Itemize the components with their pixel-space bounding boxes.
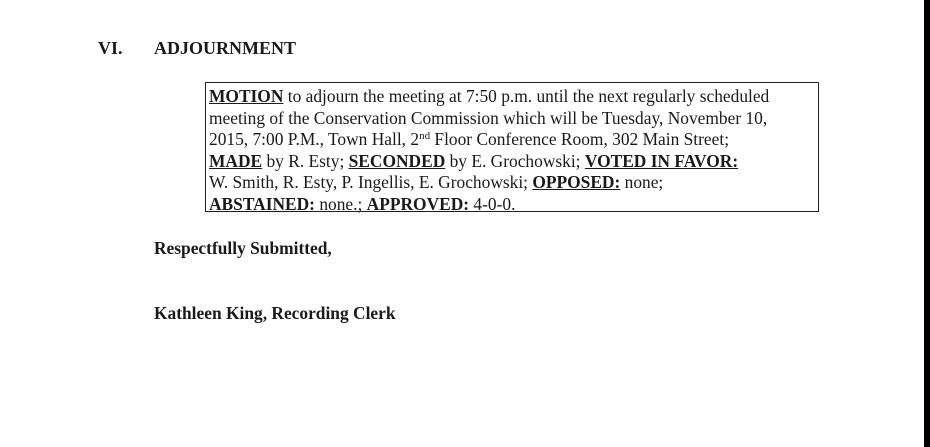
opposed-text: none; bbox=[620, 172, 664, 193]
section-heading bbox=[98, 38, 296, 59]
approved-text: 4-0-0. bbox=[469, 193, 516, 214]
respectfully-submitted: Respectfully Submitted, bbox=[154, 238, 332, 258]
opposed-label: OPPOSED: bbox=[532, 172, 621, 193]
motion-line-3 bbox=[209, 129, 818, 151]
motion-text: to adjourn the meeting at 7:50 p.m. until the next regularly scheduled bbox=[283, 86, 770, 106]
seconded-label: SECONDED bbox=[348, 150, 446, 171]
abstained-label: ABSTAINED: bbox=[209, 193, 315, 214]
motion-label: MOTION bbox=[209, 86, 284, 106]
motion-box bbox=[205, 82, 819, 212]
section-title: ADJOURNMENT bbox=[154, 38, 296, 58]
made-label: MADE bbox=[209, 150, 263, 171]
motion-line-4 bbox=[209, 151, 818, 173]
motion-line-1 bbox=[209, 86, 818, 108]
section-number: VI. bbox=[98, 38, 123, 58]
voted-in-favor-text: W. Smith, R. Esty, P. Ingellis, E. Grochowski; bbox=[209, 172, 533, 193]
page-edge-divider bbox=[924, 0, 930, 447]
motion-line-2: meeting of the Conservation Commission which will be Tuesday, November 10, bbox=[209, 107, 768, 128]
motion-date-text: 2015, 7:00 P.M., Town Hall, 2 bbox=[209, 129, 420, 150]
motion-line-6 bbox=[209, 194, 818, 216]
voted-in-favor-label: VOTED IN FAVOR: bbox=[584, 150, 739, 171]
made-text: by R. Esty; bbox=[262, 150, 349, 171]
approved-label: APPROVED: bbox=[366, 193, 470, 214]
signature-line: Kathleen King, Recording Clerk bbox=[154, 303, 396, 323]
seconded-text: by E. Grochowski; bbox=[445, 150, 585, 171]
ordinal-suffix: nd bbox=[419, 130, 431, 143]
motion-line-5 bbox=[209, 172, 818, 194]
motion-location-text: Floor Conference Room, 302 Main Street; bbox=[430, 129, 730, 150]
abstained-text: none.; bbox=[314, 193, 367, 214]
